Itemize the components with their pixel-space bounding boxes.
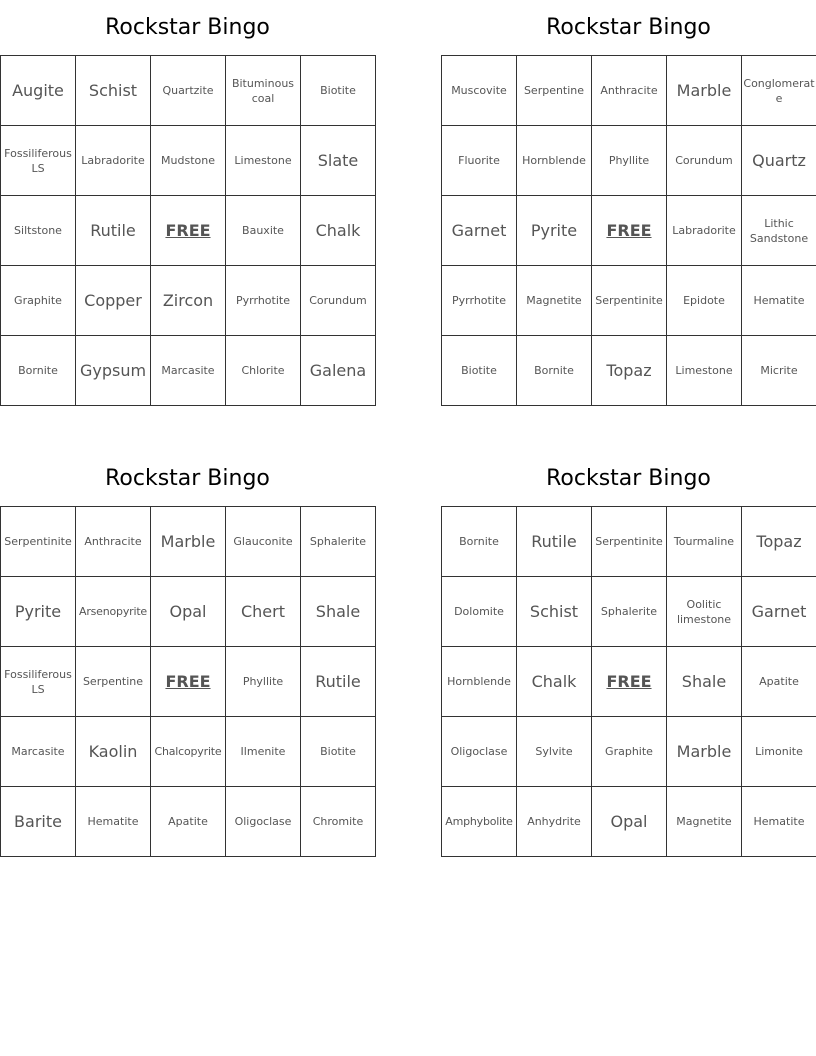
bingo-cell: Marble	[667, 56, 742, 126]
bingo-cell: Hematite	[742, 787, 816, 857]
card-title: Rockstar Bingo	[546, 466, 711, 491]
bingo-cell: Oligoclase	[442, 717, 517, 787]
grid-row	[1, 266, 376, 336]
bingo-cell: Limestone	[667, 336, 742, 406]
bingo-cell: Biotite	[442, 336, 517, 406]
bingo-cell: Slate	[301, 126, 376, 196]
bingo-cell: Rutile	[517, 507, 592, 577]
bingo-cell: Glauconite	[226, 507, 301, 577]
grid-row	[442, 266, 816, 336]
bingo-cell: Hematite	[76, 787, 151, 857]
bingo-cell: Chalk	[301, 196, 376, 266]
bingo-cell: Quartzite	[151, 56, 226, 126]
grid-row	[442, 577, 816, 647]
bingo-cell: Topaz	[592, 336, 667, 406]
bingo-cell: Zircon	[151, 266, 226, 336]
bingo-cell: Muscovite	[442, 56, 517, 126]
grid-row	[1, 126, 376, 196]
bingo-grid	[441, 506, 816, 857]
bingo-cell: Barite	[1, 787, 76, 857]
bingo-cell: Augite	[1, 56, 76, 126]
free-cell: FREE	[592, 647, 667, 717]
bingo-cell: Labradorite	[667, 196, 742, 266]
grid-row	[442, 196, 816, 266]
bingo-cell: Chalcopyrite	[151, 717, 226, 787]
bingo-cell: Shale	[301, 577, 376, 647]
bingo-cell: Garnet	[442, 196, 517, 266]
bingo-cell: Copper	[76, 266, 151, 336]
bingo-cell: Shale	[667, 647, 742, 717]
bingo-cell: Anthracite	[76, 507, 151, 577]
bingo-cell: Mudstone	[151, 126, 226, 196]
bingo-cell: Galena	[301, 336, 376, 406]
bingo-cell: Chalk	[517, 647, 592, 717]
bingo-cell: Anhydrite	[517, 787, 592, 857]
bingo-cell: Labradorite	[76, 126, 151, 196]
bingo-cell: Phyllite	[226, 647, 301, 717]
bingo-cell: Bauxite	[226, 196, 301, 266]
bingo-cell: Biotite	[301, 56, 376, 126]
bingo-cell: Hornblende	[517, 126, 592, 196]
bingo-cell: Ilmenite	[226, 717, 301, 787]
bingo-cell: Epidote	[667, 266, 742, 336]
bingo-cell: Marcasite	[151, 336, 226, 406]
bingo-cell: Amphybolite	[442, 787, 517, 857]
bingo-cell: Siltstone	[1, 196, 76, 266]
bingo-cell: Schist	[517, 577, 592, 647]
bingo-card-2	[441, 0, 816, 406]
bingo-cell: Apatite	[151, 787, 226, 857]
grid-row	[442, 56, 816, 126]
bingo-cell: Serpentinite	[592, 507, 667, 577]
bingo-cell: Magnetite	[667, 787, 742, 857]
bingo-cell: Limonite	[742, 717, 816, 787]
bingo-cell: Hematite	[742, 266, 816, 336]
grid-row	[442, 336, 816, 406]
free-cell: FREE	[151, 196, 226, 266]
bingo-cell: Bornite	[517, 336, 592, 406]
bingo-cell: Phyllite	[592, 126, 667, 196]
grid-row	[442, 717, 816, 787]
grid-row	[442, 126, 816, 196]
bingo-cell: Bituminous coal	[226, 56, 301, 126]
bingo-cell: Topaz	[742, 507, 816, 577]
bingo-cell: Magnetite	[517, 266, 592, 336]
bingo-cell: Bornite	[1, 336, 76, 406]
bingo-cell: Chert	[226, 577, 301, 647]
free-cell: FREE	[151, 647, 226, 717]
bingo-cell: Oligoclase	[226, 787, 301, 857]
card-title: Rockstar Bingo	[546, 15, 711, 40]
bingo-cell: Sylvite	[517, 717, 592, 787]
bingo-cell: Gypsum	[76, 336, 151, 406]
bingo-cell: Limestone	[226, 126, 301, 196]
card-title: Rockstar Bingo	[105, 466, 270, 491]
bingo-cell: Quartz	[742, 126, 816, 196]
bingo-cell: Garnet	[742, 577, 816, 647]
grid-row	[442, 507, 816, 577]
bingo-cell: Fluorite	[442, 126, 517, 196]
bingo-grid	[441, 55, 816, 406]
bingo-cell: Hornblende	[442, 647, 517, 717]
card-title: Rockstar Bingo	[105, 15, 270, 40]
bingo-cell: Marble	[151, 507, 226, 577]
bingo-cell: Anthracite	[592, 56, 667, 126]
bingo-cell: Corundum	[301, 266, 376, 336]
grid-row	[1, 196, 376, 266]
bingo-cell: Corundum	[667, 126, 742, 196]
bingo-cell: Graphite	[592, 717, 667, 787]
grid-row	[1, 647, 376, 717]
bingo-cell: Pyrite	[517, 196, 592, 266]
bingo-cell: Opal	[151, 577, 226, 647]
bingo-cell: Serpentinite	[1, 507, 76, 577]
grid-row	[442, 647, 816, 717]
bingo-cell: Conglomerate	[742, 56, 816, 126]
bingo-cell: Opal	[592, 787, 667, 857]
grid-row	[1, 507, 376, 577]
bingo-cell: Bornite	[442, 507, 517, 577]
bingo-cell: Fossiliferous LS	[1, 647, 76, 717]
bingo-card-1	[0, 0, 375, 406]
grid-row	[1, 787, 376, 857]
bingo-cell: Sphalerite	[592, 577, 667, 647]
bingo-cell: Pyrrhotite	[226, 266, 301, 336]
grid-row	[1, 577, 376, 647]
bingo-cell: Kaolin	[76, 717, 151, 787]
bingo-cell: Sphalerite	[301, 507, 376, 577]
free-cell: FREE	[592, 196, 667, 266]
bingo-cell: Graphite	[1, 266, 76, 336]
bingo-cell: Dolomite	[442, 577, 517, 647]
bingo-cell: Fossiliferous LS	[1, 126, 76, 196]
bingo-cell: Marcasite	[1, 717, 76, 787]
bingo-cell: Rutile	[301, 647, 376, 717]
grid-row	[1, 56, 376, 126]
bingo-cell: Pyrrhotite	[442, 266, 517, 336]
bingo-cell: Marble	[667, 717, 742, 787]
bingo-cell: Biotite	[301, 717, 376, 787]
bingo-cell: Arsenopyrite	[76, 577, 151, 647]
bingo-cell: Tourmaline	[667, 507, 742, 577]
bingo-cell: Apatite	[742, 647, 816, 717]
bingo-cell: Lithic Sandstone	[742, 196, 816, 266]
bingo-cell: Chromite	[301, 787, 376, 857]
grid-row	[1, 717, 376, 787]
bingo-grid	[0, 506, 376, 857]
bingo-card-3	[0, 451, 375, 857]
bingo-cell: Serpentinite	[592, 266, 667, 336]
bingo-grid	[0, 55, 376, 406]
bingo-cell: Micrite	[742, 336, 816, 406]
bingo-cell: Rutile	[76, 196, 151, 266]
grid-row	[1, 336, 376, 406]
bingo-card-4	[441, 451, 816, 857]
bingo-cell: Pyrite	[1, 577, 76, 647]
bingo-cell: Chlorite	[226, 336, 301, 406]
grid-row	[442, 787, 816, 857]
bingo-cell: Schist	[76, 56, 151, 126]
bingo-cell: Oolitic limestone	[667, 577, 742, 647]
bingo-cell: Serpentine	[76, 647, 151, 717]
bingo-cell: Serpentine	[517, 56, 592, 126]
